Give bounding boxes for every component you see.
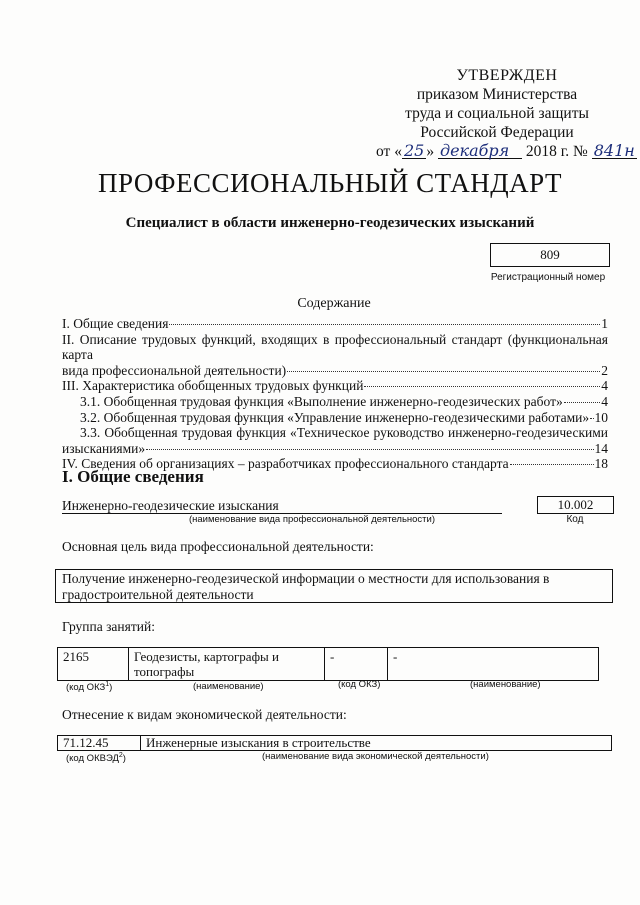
activity-code-caption: Код <box>566 514 584 525</box>
date-year: 2018 г. № <box>525 143 588 160</box>
toc-item-line[interactable]: II. Описание трудовых функций, входящих в профессиональный стандарт (функциональная карта <box>62 331 608 363</box>
goal-text-line2: градостроительной деятельности <box>62 587 254 602</box>
okved-code-caption: (код ОКВЭД$^2$) <box>66 752 126 765</box>
section-heading: I. Общие сведения <box>62 467 204 486</box>
approval-line-ministry: приказом Министерства <box>416 86 578 103</box>
table-of-contents <box>62 316 608 472</box>
document-subtitle: Специалист в области инженерно-геодезических изысканий <box>125 215 535 231</box>
approval-title: УТВЕРЖДЕН <box>456 67 558 84</box>
okz-name-cell: Геодезисты, картографы и топографы <box>129 648 325 681</box>
approval-date-line <box>376 141 635 161</box>
okz-code-cell: 2165 <box>58 648 129 681</box>
goal-text-line1: Получение инженерно-геодезической информации о местности для использования в <box>62 571 550 586</box>
table-row <box>58 736 612 751</box>
date-month: декабря <box>438 143 522 159</box>
toc-item[interactable]: вида профессиональной деятельности) 2 <box>62 362 608 378</box>
goal-box <box>55 569 613 603</box>
occupation-group-table <box>57 647 599 681</box>
okved-name-cell: Инженерные изыскания в строительстве <box>141 736 612 751</box>
economic-activity-table <box>57 735 612 751</box>
okz-name-cell: - <box>388 648 599 681</box>
activity-name-caption: (наименование вида профессиональной деятельности) <box>188 514 436 525</box>
table-row <box>58 648 599 681</box>
registration-number-caption: Регистрационный номер <box>490 272 606 283</box>
okved-code-cell: 71.12.45 <box>58 736 141 751</box>
toc-item[interactable]: 3.2. Обобщенная трудовая функция «Управление инженерно-геодезическими работами» 10 <box>80 409 608 425</box>
toc-item-line[interactable]: 3.3. Обобщенная трудовая функция «Техническое руководство инженерно-геодезическими <box>80 425 608 441</box>
toc-item[interactable]: III. Характеристика обобщенных трудовых функций 4 <box>62 378 608 394</box>
toc-item[interactable]: IV. Сведения об организациях – разработчиках профессионального стандарта 18 <box>62 456 608 472</box>
okved-name-caption: (наименование вида экономической деятельности) <box>262 751 489 762</box>
date-prefix: от « <box>376 143 402 160</box>
activity-code-box: 10.002 <box>537 496 614 514</box>
approval-line-labor: труда и социальной защиты <box>405 105 589 122</box>
registration-number-box: 809 <box>490 243 610 267</box>
toc-item[interactable]: изысканиями» 14 <box>62 440 608 456</box>
okz-name-caption: (наименование) <box>193 681 264 692</box>
order-number: 841н <box>593 141 635 160</box>
document-title: ПРОФЕССИОНАЛЬНЫЙ СТАНДАРТ <box>97 168 563 198</box>
date-day: 25 <box>403 141 425 160</box>
contents-heading: Содержание <box>297 296 371 311</box>
approval-line-federation: Российской Федерации <box>420 124 574 141</box>
approval-block <box>372 66 635 161</box>
occupation-group-heading: Группа занятий: <box>62 619 155 634</box>
date-mid: » <box>426 143 435 160</box>
activity-name-field: Инженерно-геодезические изыскания <box>62 498 502 514</box>
okz-name-caption-2: (наименование) <box>470 679 541 690</box>
economic-activity-heading: Отнесение к видам экономической деятельности: <box>62 707 347 722</box>
okz-code-cell: - <box>325 648 388 681</box>
toc-item[interactable]: I. Общие сведения 1 <box>62 316 608 331</box>
okz-code-caption-2: (код ОКЗ) <box>338 679 381 690</box>
goal-heading: Основная цель вида профессиональной деятельности: <box>62 539 374 554</box>
okz-code-caption: (код ОКЗ$^1$) <box>66 681 113 694</box>
toc-item[interactable]: 3.1. Обобщенная трудовая функция «Выполнение инженерно-геодезических работ» 4 <box>80 393 608 409</box>
